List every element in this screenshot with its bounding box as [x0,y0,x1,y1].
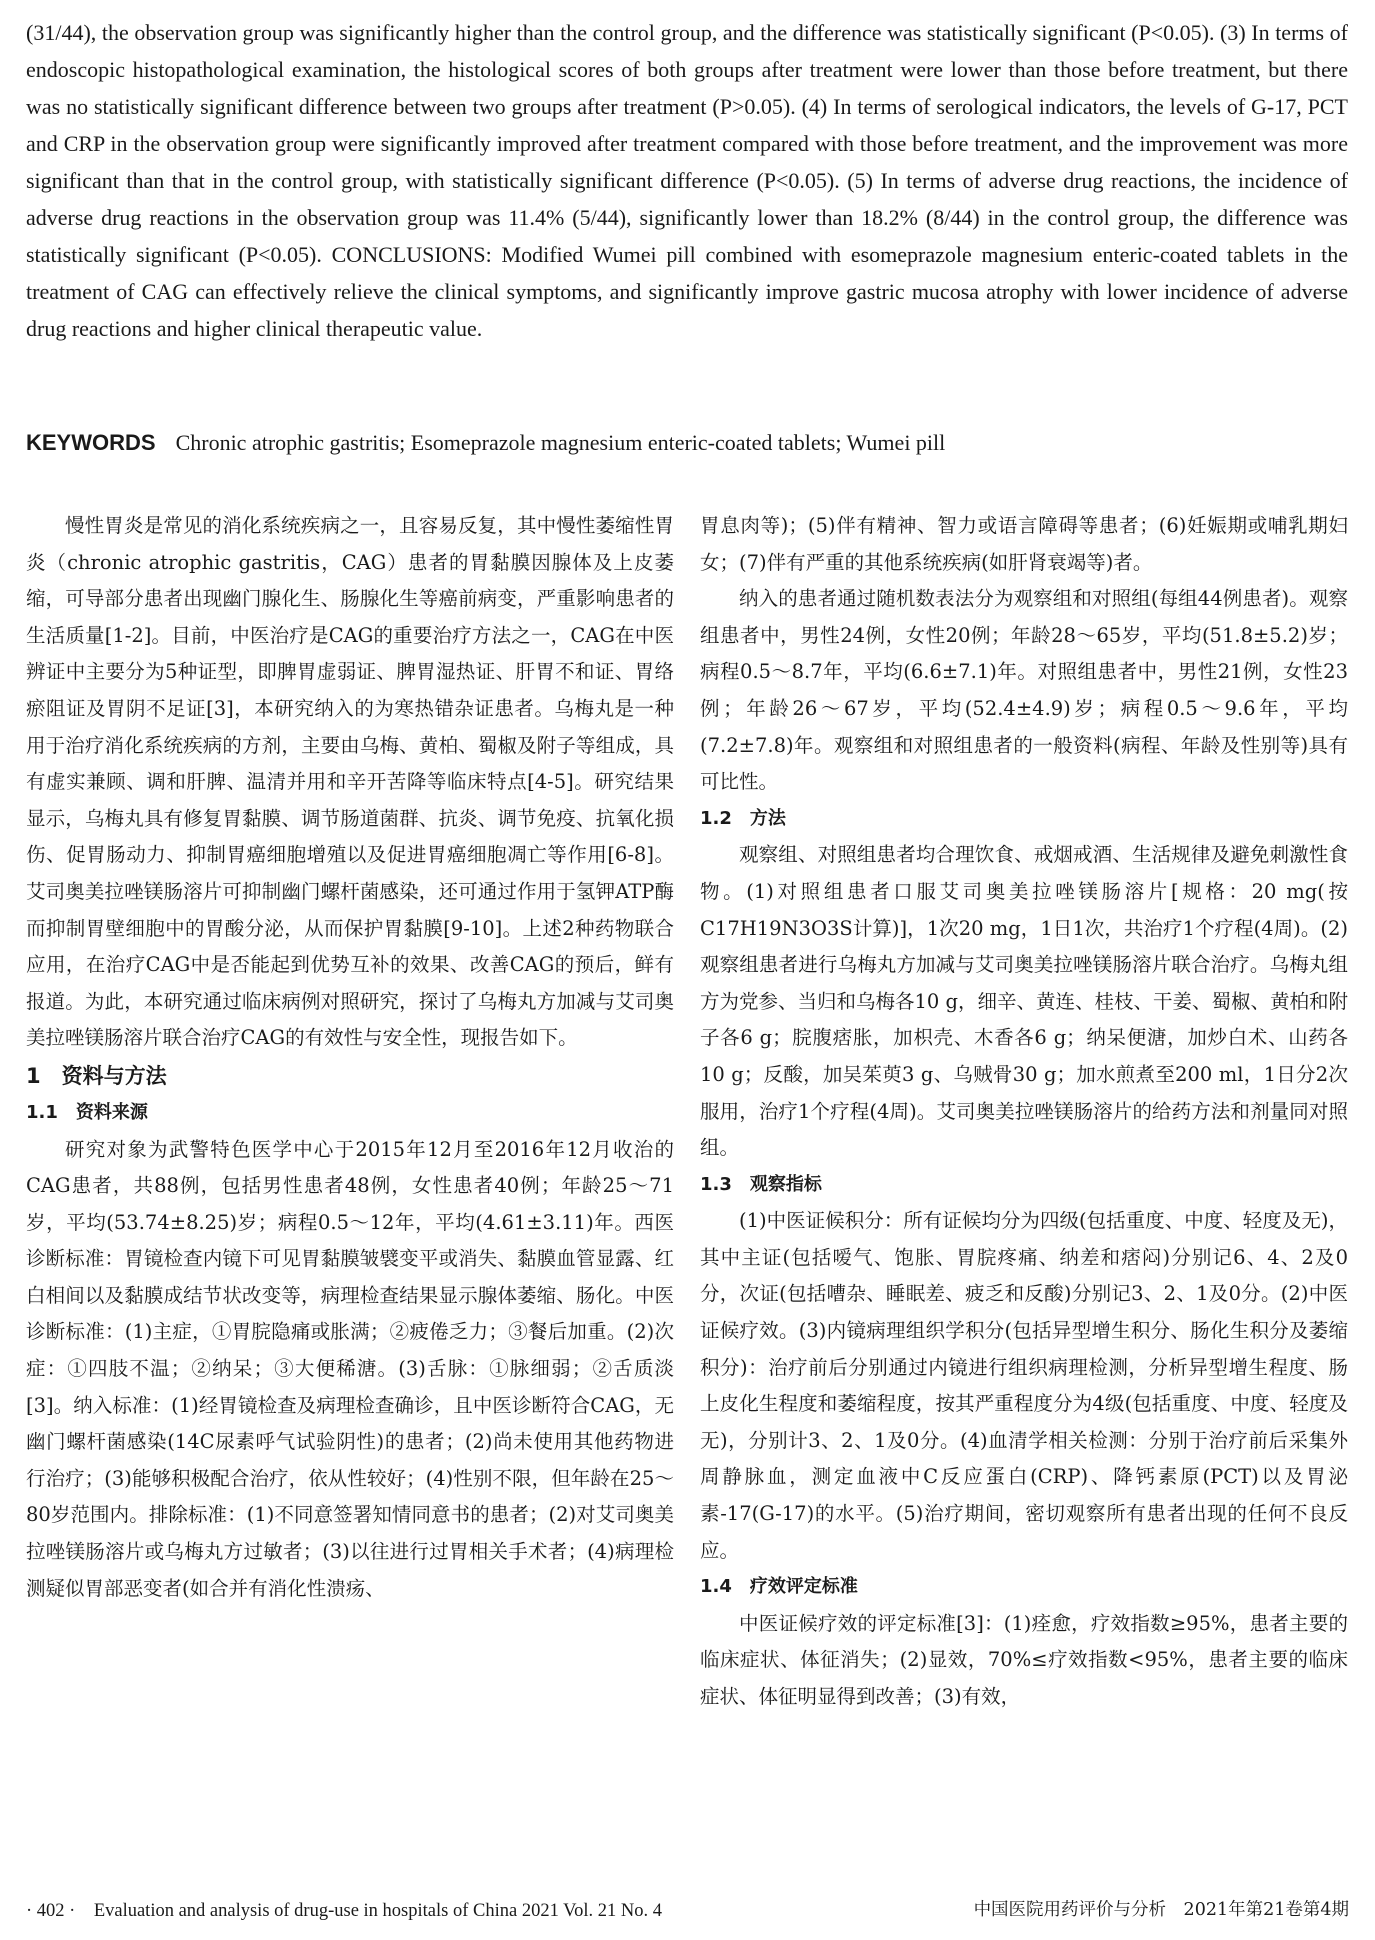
right-column [700,508,1348,1716]
keywords-line [26,428,1348,458]
keywords-label: KEYWORDS [26,430,156,455]
section-heading-1: 1 资料与方法 [26,1063,167,1088]
grouping-paragraph: 纳入的患者通过随机数表法分为观察组和对照组(每组44例患者)。观察组患者中，男性24例，女性20例；年龄28～65岁，平均(51.8±5.2)岁；病程0.5～8.7年，平均(6.6±7.1)年。对照组患者中，男性21例，女性23例；年龄26～67岁，平均(52.4±4.9)岁；病程0.5～9.6年，平均(7.2±7.8)年。观察组和对照组患者的一般资料(病程、年龄及性别等)具有可比性。 [700,587,1348,794]
abstract-text: (31/44), the observation group was significantly higher than the control group, and the difference was statistically significant (P<0.05). (3) In terms of endoscopic histopathological examination, the histological scores of both groups after treatment were lower than those before treatment, but there was no statistically significant difference between two groups after treatment (P>0.05). (4) In terms of serological indicators, the levels of G-17, PCT and CRP in the observation group were significantly improved after treatment compared with those before treatment, and the improvement was more significant than that in the control group, with statistically significant difference (P<0.05). (5) In terms of adverse drug reactions, the incidence of adverse drug reactions in the observation group was 11.4% (5/44), significantly lower than 18.2% (8/44) in the control group, the difference was statistically significant (P<0.05). CONCLUSIONS: Modified Wumei pill combined with esomeprazole magnesium enteric-coated tablets in the treatment of CAG can effectively relieve the clinical symptoms, and significantly improve gastric mucosa atrophy with lower incidence of adverse drug reactions and higher clinical therapeutic value. [26,20,1348,341]
continued-paragraph: 胃息肉等)；(5)伴有精神、智力或语言障碍等患者；(6)妊娠期或哺乳期妇女；(7)伴有严重的其他系统疾病(如肝肾衰竭等)者。 [700,514,1348,574]
footer-journal-cn: 中国医院用药评价与分析 2021年第21卷第4期 [973,1900,1349,1920]
methods-paragraph: 观察组、对照组患者均合理饮食、戒烟戒酒、生活规律及避免刺激性食物。(1)对照组患者口服艾司奥美拉唑镁肠溶片[规格：20 mg(按C17H19N3O3S计算)]，1次20 mg，1日1次，共治疗1个疗程(4周)。(2)观察组患者进行乌梅丸方加减与艾司奥美拉唑镁肠溶片联合治疗。乌梅丸组方为党参、当归和乌梅各10 g，细辛、黄连、桂枝、干姜、蜀椒、黄柏和附子各6 g；脘腹痞胀，加枳壳、木香各6 g；纳呆便溏，加炒白术、山药各10 g；反酸，加吴茱萸3 g、乌贼骨30 g；加水煎煮至200 ml，1日分2次服用，治疗1个疗程(4周)。艾司奥美拉唑镁肠溶片的给药方法和剂量同对照组。 [700,843,1348,1160]
section-heading-1-2: 1.2 方法 [700,807,786,829]
left-column [26,508,674,1607]
section-heading-1-3: 1.3 观察指标 [700,1173,822,1195]
section-heading-1-1: 1.1 资料来源 [26,1101,148,1123]
criteria-paragraph: 中医证候疗效的评定标准[3]：(1)痊愈，疗效指数≥95%，患者主要的临床症状、体征消失；(2)显效，70%≤疗效指数<95%，患者主要的临床症状、体征明显得到改善；(3)有效， [700,1611,1348,1708]
intro-paragraph: 慢性胃炎是常见的消化系统疾病之一，且容易反复，其中慢性萎缩性胃炎（chronic atrophic gastritis，CAG）患者的胃黏膜因腺体及上皮萎缩，可导部分患者出现幽门腺化生、肠腺化生等癌前病变，严重影响患者的生活质量[1-2]。目前，中医治疗是CAG的重要治疗方法之一，CAG在中医辨证中主要分为5种证型，即脾胃虚弱证、脾胃湿热证、肝胃不和证、胃络瘀阻证及胃阴不足证[3]，本研究纳入的为寒热错杂证患者。乌梅丸是一种用于治疗消化系统疾病的方剂，主要由乌梅、黄柏、蜀椒及附子等组成，具有虚实兼顾、调和肝脾、温清并用和辛开苦降等临床特点[4-5]。研究结果显示，乌梅丸具有修复胃黏膜、调节肠道菌群、抗炎、调节免疫、抗氧化损伤、促胃肠动力、抑制胃癌细胞增殖以及促进胃癌细胞凋亡等作用[6-8]。艾司奥美拉唑镁肠溶片可抑制幽门螺杆菌感染，还可通过作用于氢钾ATP酶而抑制胃壁细胞中的胃酸分泌，从而保护胃黏膜[9-10]。上述2种药物联合应用，在治疗CAG中是否能起到优势互补的效果、改善CAG的预后，鲜有报道。为此，本研究通过临床病例对照研究，探讨了乌梅丸方加减与艾司奥美拉唑镁肠溶片联合治疗CAG的有效性与安全性，现报告如下。 [26,514,674,1050]
footer-journal-en: · 402 · Evaluation and analysis of drug-use in hospitals of China 2021 Vol. 21 No. 4 [26,1901,662,1921]
materials-paragraph: 研究对象为武警特色医学中心于2015年12月至2016年12月收治的CAG患者，共88例，包括男性患者48例，女性患者40例；年龄25～71岁，平均(53.74±8.25)岁；病程0.5～12年，平均(4.61±3.11)年。西医诊断标准：胃镜检查内镜下可见胃黏膜皱襞变平或消失、黏膜血管显露、红白相间以及黏膜成结节状改变等，病理检查结果显示腺体萎缩、肠化。中医诊断标准：(1)主症，①胃脘隐痛或胀满；②疲倦乏力；③餐后加重。(2)次症：①四肢不温；②纳呆；③大便稀溏。(3)舌脉：①脉细弱；②舌质淡[3]。纳入标准：(1)经胃镜检查及病理检查确诊，且中医诊断符合CAG，无幽门螺杆菌感染(14C尿素呼气试验阴性)的患者；(2)尚未使用其他药物进行治疗；(3)能够积极配合治疗，依从性较好；(4)性别不限，但年龄在25～80岁范围内。排除标准：(1)不同意签署知情同意书的患者；(2)对艾司奥美拉唑镁肠溶片或乌梅丸方过敏者；(3)以往进行过胃相关手术者；(4)病理检测疑似胃部恶变者(如合并有消化性溃疡、 [26,1137,674,1600]
section-heading-1-4: 1.4 疗效评定标准 [700,1576,858,1598]
indicators-paragraph: (1)中医证候积分：所有证候均分为四级(包括重度、中度、轻度及无)，其中主证(包括嗳气、饱胀、胃脘疼痛、纳差和痞闷)分别记6、4、2及0分，次证(包括嘈杂、睡眠差、疲乏和反酸)分别记3、2、1及0分。(2)中医证候疗效。(3)内镜病理组织学积分(包括异型增生积分、肠化生积分及萎缩积分)：治疗前后分别通过内镜进行组织病理检测，分析异型增生程度、肠上皮化生程度和萎缩程度，按其严重程度分为4级(包括重度、中度、轻度及无)，分别计3、2、1及0分。(4)血清学相关检测：分别于治疗前后采集外周静脉血，测定血液中C反应蛋白(CRP)、降钙素原(PCT)以及胃泌素-17(G-17)的水平。(5)治疗期间，密切观察所有患者出现的任何不良反应。 [700,1209,1348,1562]
keywords-text: Chronic atrophic gastritis; Esomeprazole magnesium enteric-coated tablets; Wumei pill [175,430,946,455]
